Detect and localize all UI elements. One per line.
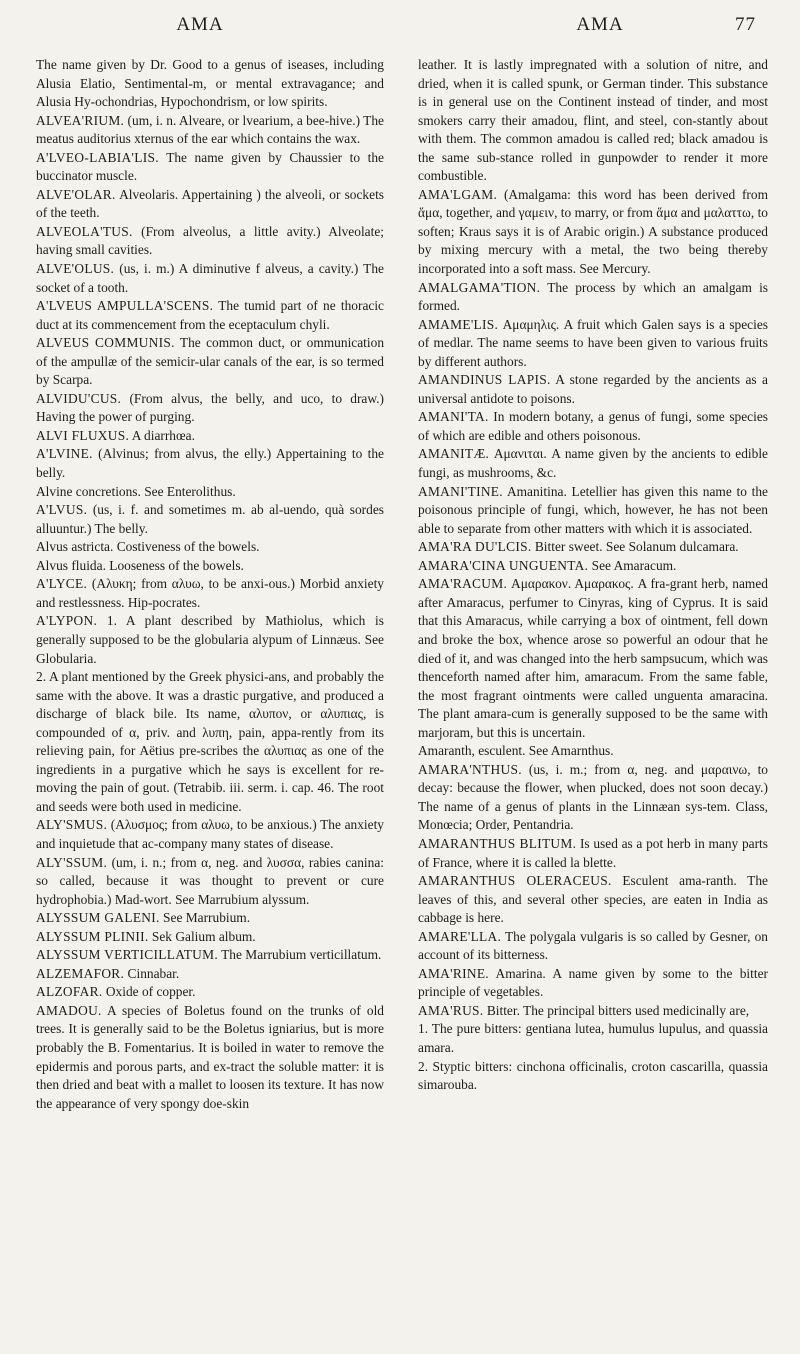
dictionary-entry	[418, 742, 768, 761]
entry-headword: ALZEMAFOR.	[36, 965, 125, 981]
dictionary-entry	[36, 223, 384, 260]
entry-headword: A'LVINE.	[36, 446, 93, 462]
dictionary-entry	[418, 371, 768, 408]
dictionary-entry	[418, 56, 768, 186]
entry-headword: ALVIDU'CUS.	[36, 390, 122, 406]
entry-headword: ALY'SMUS.	[36, 817, 108, 833]
entry-text: Alvus fluida. Looseness of the bowels.	[36, 557, 244, 573]
right-running-head: AMA	[576, 14, 624, 35]
entry-text: (Alvinus; from alvus, the elly.) Appertaining to the belly.	[36, 446, 384, 481]
entry-headword: A'LVEO-LABIA'LIS.	[36, 149, 159, 165]
entry-text: A species of Boletus found on the trunks of old trees. It is generally said to be the Boletus igniarius, but is more probably the B. Fomentarius. It is boiled in water to remove the epidermis and porous parts, and ex-tract the soluble matter: it is then dried and beat with a mallet to loosen its texture. It has now the appearance of very spongy doe-skin	[36, 1002, 384, 1111]
entry-headword: ALYSSUM VERTICILLATUM.	[36, 947, 219, 963]
entry-text: 1. The pure bitters: gentiana lutea, humulus lupulus, and quassia amara.	[418, 1021, 768, 1055]
entry-headword: ALZOFAR.	[36, 984, 103, 1000]
dictionary-entry	[36, 56, 384, 112]
entry-text: Alvus astricta. Costiveness of the bowels.	[36, 539, 260, 555]
entry-text: leather. It is lastly impregnated with a solution of nitre, and dried, when it is called spunk, or German tinder. This substance is in general use on the Continent instead of tinder, and most smokers carry their amadou, flint, and steel, con-stantly about with them. The common amadou is called red; black amadou is the same sub-stance rolled in gunpowder to render it more combustible.	[418, 57, 768, 184]
dictionary-entry	[418, 483, 768, 539]
dictionary-entry	[418, 575, 768, 742]
dictionary-entry	[36, 483, 384, 502]
entry-text: (um, i. n.; from α, neg. and λυσσα, rabies canina: so called, because it was thought to prevent or cure hydrophobia.) Mad-wort. See Marrubium alyssum.	[36, 854, 384, 907]
entry-headword: AMADOU.	[36, 1002, 102, 1018]
entry-text: 2. A plant mentioned by the Greek physici-ans, and probably the same with the above. It was a drastic purgative, and produced a discharge of black bile. Its name, αλυπον, or αλυπιας, is compounded of α, priv. and λυπη, pain, appa-rently from its relieving pain, for Aëtius pre-scribes the αλυπιας as one of the ingredients in a purgative which he says is excellent for re-moving the pain of gout. (Tetrabib. iii. serm. i. cap. 46. The root and seeds were both used in medicine.	[36, 669, 384, 814]
dictionary-entry	[418, 928, 768, 965]
entry-headword: AMA'RACUM.	[418, 576, 508, 592]
entry-text: (Αλυσμος; from αλυω, to be anxious.) The anxiety and inquietude that ac-company many states of disease.	[36, 817, 384, 851]
dictionary-entry	[418, 835, 768, 872]
left-running-head: AMA	[176, 14, 224, 35]
dictionary-entry	[36, 557, 384, 576]
dictionary-entry	[36, 1002, 384, 1113]
dictionary-entry	[418, 1002, 768, 1021]
entry-text: The name given by Dr. Good to a genus of iseases, including Alusia Elatio, Sentimental-m, or mental extravagance; and Alusia Hy-ochondrias, Hypochondrism, or low spirits.	[36, 57, 384, 110]
entry-text: Oxide of copper.	[105, 984, 196, 1000]
entry-text: See Amaracum.	[591, 557, 677, 573]
entry-headword: ALVE'OLUS.	[36, 261, 115, 277]
entry-headword: ALVEUS COMMUNIS.	[36, 335, 175, 351]
entry-text: 2. Styptic bitters: cinchona officinalis, croton cascarilla, quassia simarouba.	[418, 1058, 768, 1093]
entry-text: In modern botany, a genus of fungi, some species of which are edible and others poisonous.	[418, 409, 768, 443]
dictionary-entry	[418, 1020, 768, 1057]
entry-headword: AMA'LGAM.	[418, 186, 498, 202]
right-column	[418, 56, 768, 1095]
dictionary-entry	[418, 965, 768, 1002]
entry-text: (us, i. m.; from α, neg. and μαραινω, to decay: because the flower, when plucked, does not soon decay.) The name of a genus of plants in the Linnæan sys-tem. Class, Monœcia; Order, Pentandria.	[418, 761, 768, 833]
dictionary-entry	[418, 186, 768, 279]
entry-text: Αμαμηλις. A fruit which Galen says is a species of medlar. The name seems to have been given to various fruits by different authors.	[418, 316, 768, 369]
dictionary-entry	[36, 816, 384, 853]
entry-text: Alveolaris. Appertaining ) the alveoli, or sockets of the teeth.	[36, 186, 385, 221]
entry-headword: A'LVEUS AMPULLA'SCENS.	[36, 298, 214, 314]
entry-text: (um, i. n. Alveare, or lvearium, a bee-hive.) The meatus auditorius xternus of the ear which contains the wax.	[36, 112, 384, 147]
entry-headword: A'LVUS.	[36, 502, 88, 518]
entry-headword: AMANI'TA.	[418, 409, 489, 425]
dictionary-entry	[418, 408, 768, 445]
entry-text: A stone regarded by the ancients as a universal antidote to poisons.	[418, 372, 768, 406]
entry-text: Cinnabar.	[127, 965, 180, 981]
page-number: 77	[735, 14, 756, 35]
dictionary-entry	[36, 501, 384, 538]
dictionary-entry	[36, 149, 384, 186]
dictionary-entry	[36, 983, 384, 1002]
dictionary-entry	[36, 928, 384, 947]
entry-headword: AMA'RA DU'LCIS.	[418, 539, 532, 555]
entry-text: Αμαρακον. Αμαρακος. A fra-grant herb, named after Amaracus, perfumer to Cinyras, king of Cyprus. It is said that this Amaracus, while carrying a box of ointment, fell down and broke the box, whence arose so powerful an odour that he died of it, and was changed into the herb sampsucum, which was thenceforth named after him, amaracum. From the same fable, the most fragrant ointments were called unguenta amaracina. The plant amara-cum is generally supposed to be the same with marjoram, but this is uncertain.	[418, 576, 768, 740]
entry-headword: AMANI'TINE.	[418, 483, 503, 499]
dictionary-entry	[418, 872, 768, 928]
entry-headword: ALVEOLA'TUS.	[36, 223, 133, 239]
entry-headword: ALVE'OLAR.	[36, 186, 116, 202]
entry-text: Amaranth, esculent. See Amarnthus.	[418, 743, 614, 759]
dictionary-entry	[418, 557, 768, 576]
entry-text: (us, i. f. and sometimes m. ab al-uendo, quà sordes alluuntur.) The belly.	[36, 502, 384, 536]
entry-headword: AMARA'CINA UNGUENTA.	[418, 557, 589, 573]
entry-headword: AMAME'LIS.	[418, 316, 499, 332]
dictionary-entry	[418, 316, 768, 372]
entry-text: (us, i. m.) A diminutive f alveus, a cavity.) The socket of a tooth.	[36, 261, 384, 295]
dictionary-entry	[418, 279, 768, 316]
entry-text: Sek Galium album.	[151, 928, 256, 944]
dictionary-entry	[36, 909, 384, 928]
entry-text: The Marrubium verticillatum.	[221, 947, 382, 963]
dictionary-entry	[36, 965, 384, 984]
entry-text: (Amalgama: this word has been derived from ἅμα, together, and γαμειν, to marry, or from ἅμα and μαλαττω, to soften; Kraus says it is of Arabic origin.) A substance produced by mixing mercury with a metal, the two being thereby incorporated into a soft mass. See Mercury.	[418, 186, 768, 277]
dictionary-entry	[418, 761, 768, 835]
entry-text: 1. A plant described by Mathiolus, which is generally supposed to be the globularia alypum of Linnæus. See Globularia.	[36, 613, 384, 666]
dictionary-entry	[418, 538, 768, 557]
entry-text: Amarina. A name given by some to the bitter principle of vegetables.	[418, 965, 768, 1000]
dictionary-entry	[36, 445, 384, 482]
entry-headword: ALYSSUM GALENI.	[36, 910, 160, 926]
entry-headword: AMARANTHUS OLERACEUS.	[418, 873, 612, 889]
entry-text: (From alvus, the belly, and uco, to draw.) Having the power of purging.	[36, 390, 384, 425]
dictionary-entry	[36, 334, 384, 390]
entry-text: A diarrhœa.	[131, 427, 195, 443]
entry-headword: A'LYPON.	[36, 613, 98, 629]
entry-headword: AMARE'LLA.	[418, 928, 502, 944]
entry-text: (Αλυκη; from αλυω, to be anxi-ous.) Morbid anxiety and restlessness. Hip-pocrates.	[36, 576, 384, 610]
entry-text: Esculent ama-ranth. The leaves of this, and several other species, are eaten in India as cabbage is here.	[418, 873, 768, 926]
left-column	[36, 56, 384, 1113]
dictionary-entry	[418, 445, 768, 482]
dictionary-entry	[36, 297, 384, 334]
dictionary-entry	[36, 427, 384, 446]
dictionary-entry	[36, 854, 384, 910]
dictionary-entry	[36, 186, 384, 223]
entry-text: Amanitina. Letellier has given this name to the poisonous principle of fungi, which, however, he has not been able to separate from other matters with which it is associated.	[418, 483, 768, 536]
dictionary-entry	[36, 538, 384, 557]
dictionary-entry	[418, 1058, 768, 1095]
entry-text: The name given by Chaussier to the buccinator muscle.	[36, 149, 384, 184]
entry-headword: AMALGAMA'TION.	[418, 279, 541, 295]
entry-headword: AMA'RUS.	[418, 1002, 484, 1018]
entry-headword: AMA'RINE.	[418, 965, 489, 981]
dictionary-entry	[36, 112, 384, 149]
entry-headword: AMARANTHUS BLITUM.	[418, 835, 577, 851]
dictionary-entry	[36, 390, 384, 427]
entry-headword: AMANDINUS LAPIS.	[418, 372, 551, 388]
entry-text: Bitter sweet. See Solanum dulcamara.	[534, 539, 739, 555]
dictionary-entry	[36, 260, 384, 297]
entry-headword: ALVI FLUXUS.	[36, 427, 130, 443]
entry-text: See Marrubium.	[163, 910, 251, 926]
entry-text: Αμανιται. A name given by the ancients to edible fungi, as mushrooms, &c.	[418, 446, 768, 481]
entry-text: The common duct, or ommunication of the ampullæ of the semicir-ular canals of the ear, is so termed by Scarpa.	[36, 335, 385, 388]
entry-headword: AMARA'NTHUS.	[418, 761, 522, 777]
entry-text: The process by which an amalgam is formed.	[418, 279, 769, 314]
dictionary-entry	[36, 612, 384, 668]
entry-text: Is used as a pot herb in many parts of France, where it is called la blette.	[418, 835, 768, 870]
entry-headword: ALYSSUM PLINII.	[36, 928, 149, 944]
entry-headword: AMANITÆ.	[418, 446, 490, 462]
entry-text: Alvine concretions. See Enterolithus.	[36, 483, 236, 499]
entry-text: (From alveolus, a little avity.) Alveolate; having small cavities.	[36, 223, 384, 258]
dictionary-entry	[36, 946, 384, 965]
entry-headword: ALY'SSUM.	[36, 854, 108, 870]
entry-headword: A'LYCE.	[36, 576, 88, 592]
dictionary-entry	[36, 668, 384, 816]
dictionary-entry	[36, 575, 384, 612]
entry-text: The polygala vulgaris is so called by Gesner, on account of its bitterness.	[418, 928, 769, 963]
entry-text: Bitter. The principal bitters used medicinally are,	[486, 1002, 750, 1018]
entry-headword: ALVEA'RIUM.	[36, 112, 125, 128]
entry-text: The tumid part of ne thoracic duct at its commencement from the eceptaculum chyli.	[36, 298, 385, 332]
